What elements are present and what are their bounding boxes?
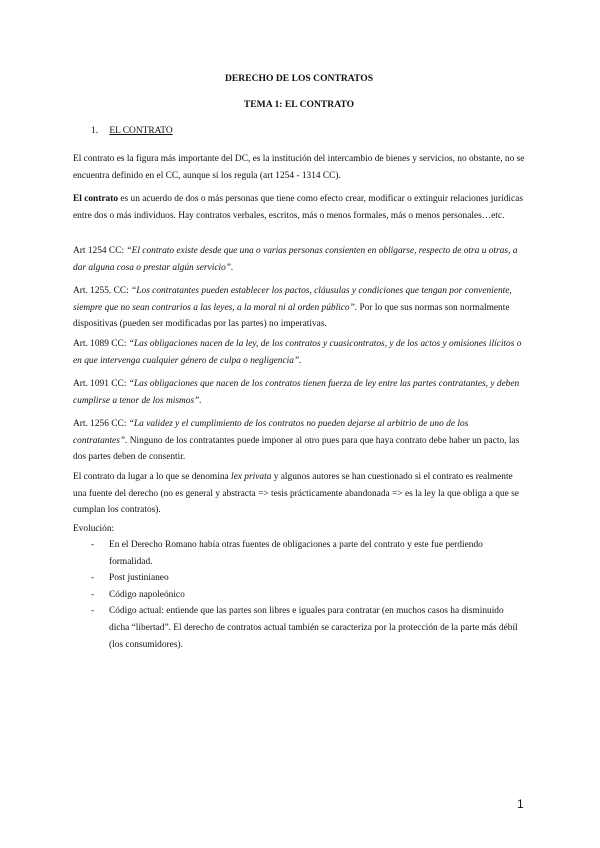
paragraph-art-1254 [73, 243, 525, 276]
list-dash: - [91, 606, 95, 617]
list-item [91, 570, 525, 587]
article-ref: Art 1254 CC: [73, 246, 127, 256]
paragraph-text: El contrato da lugar a lo que se denomina [73, 472, 232, 482]
article-quote: “Las obligaciones que nacen de los contratos tienen fuerza de ley entre las partes contratantes, y deben cumplirse a tenor de los mismos”. [73, 379, 520, 406]
paragraph-text: Ninguno de los contratantes puede imponer al otro pues para que haya contrato debe haber un pacto, las dos partes deben de consentir. [73, 435, 520, 463]
article-quote: “El contrato existe desde que una o varias personas consienten en obligarse, respecto de otra u otras, a dar alguna cosa o prestar algún servicio”. [73, 246, 518, 273]
paragraph-art-1091 [73, 376, 525, 409]
tema-title: TEMA 1: EL CONTRATO [243, 99, 355, 110]
list-item [91, 587, 525, 604]
paragraph-text: y algunos autores se han cuestionado si el contrato es realmente una fuente del derecho (no es general y abstracta => tesis prácticamente abandonada => es la ley la que obliga a que se cumplan los contratos). [73, 472, 519, 516]
list-dash: - [91, 573, 95, 584]
paragraph-art-1089 [73, 336, 525, 369]
article-ref: Art. 1255. CC: [73, 286, 132, 296]
section-heading [91, 123, 173, 140]
paragraph-text: es un acuerdo de dos o más personas que tiene como efecto crear, modificar o extinguir relaciones jurídicas entre dos o más individuos. Hay contratos verbales, escritos, más o menos formales, más o menos personales…etc. [73, 194, 523, 221]
paragraph-art-1256 [73, 416, 525, 466]
section-number: 1. [91, 126, 99, 136]
article-quote: “La validez y el cumplimiento de los contratos no pueden dejarse al arbitrio de uno de los contratantes”. [73, 419, 469, 446]
article-quote: “Los contratantes pueden establecer los pactos, cláusulas y condiciones que tengan por conveniente, siempre que no sean contrarios a las leyes, a la moral ni al orden público”. [73, 286, 512, 313]
list-item-text: Código actual: entiende que las partes son libres e iguales para contratar (en muchos casos ha disminuido dicha “libertad”. El derecho de contratos actual también se caracteriza por la protección de la parte más débil (los consumidores). [109, 606, 518, 650]
paragraph-lex-privata [73, 469, 525, 519]
article-ref: Art. 1256 CC: [73, 419, 129, 429]
paragraph-art-1255 [73, 283, 525, 333]
list-dash: - [91, 589, 95, 600]
list-item-text: En el Derecho Romano había otras fuentes de obligaciones a parte del contrato y este fue perdiendo formalidad. [109, 540, 483, 567]
list-item-text: Post justinianeo [109, 573, 169, 584]
section-heading-text: EL CONTRATO [109, 126, 173, 136]
document-title: DERECHO DE LOS CONTRATOS [224, 73, 374, 84]
term-contrato: El contrato [73, 194, 119, 204]
paragraph-text: Por lo que sus normas son normalmente dispositivas (pueden ser modificadas por las partes) no imperativas. [73, 302, 510, 330]
evolucion-label: Evolución: [73, 524, 115, 534]
list-dash: - [91, 540, 95, 550]
article-quote: “Las obligaciones nacen de la ley, de los contratos y cuasicontratos, y de los actos y omisiones ilícitos o en que intervenga cualquier género de culpa o negligencia”. [73, 339, 522, 366]
list-item-text: Código napoleónico [109, 589, 185, 600]
article-ref: Art. 1089 CC: [73, 339, 129, 349]
list-item [91, 603, 525, 653]
page-number: 1 [517, 797, 524, 811]
list-item [91, 537, 525, 570]
paragraph-definition-intro: El contrato es la figura más importante del DC, es la institución del intercambio de bienes y servicios, no obstante, no se encuentra definido en el CC, aunque sí los regula (art 1254 - 1314 CC). [73, 154, 525, 181]
article-ref: Art. 1091 CC: [73, 379, 129, 389]
term-lex-privata: lex privata [231, 472, 272, 482]
paragraph-contrato-definition [73, 191, 525, 224]
evolucion-list [91, 537, 525, 653]
